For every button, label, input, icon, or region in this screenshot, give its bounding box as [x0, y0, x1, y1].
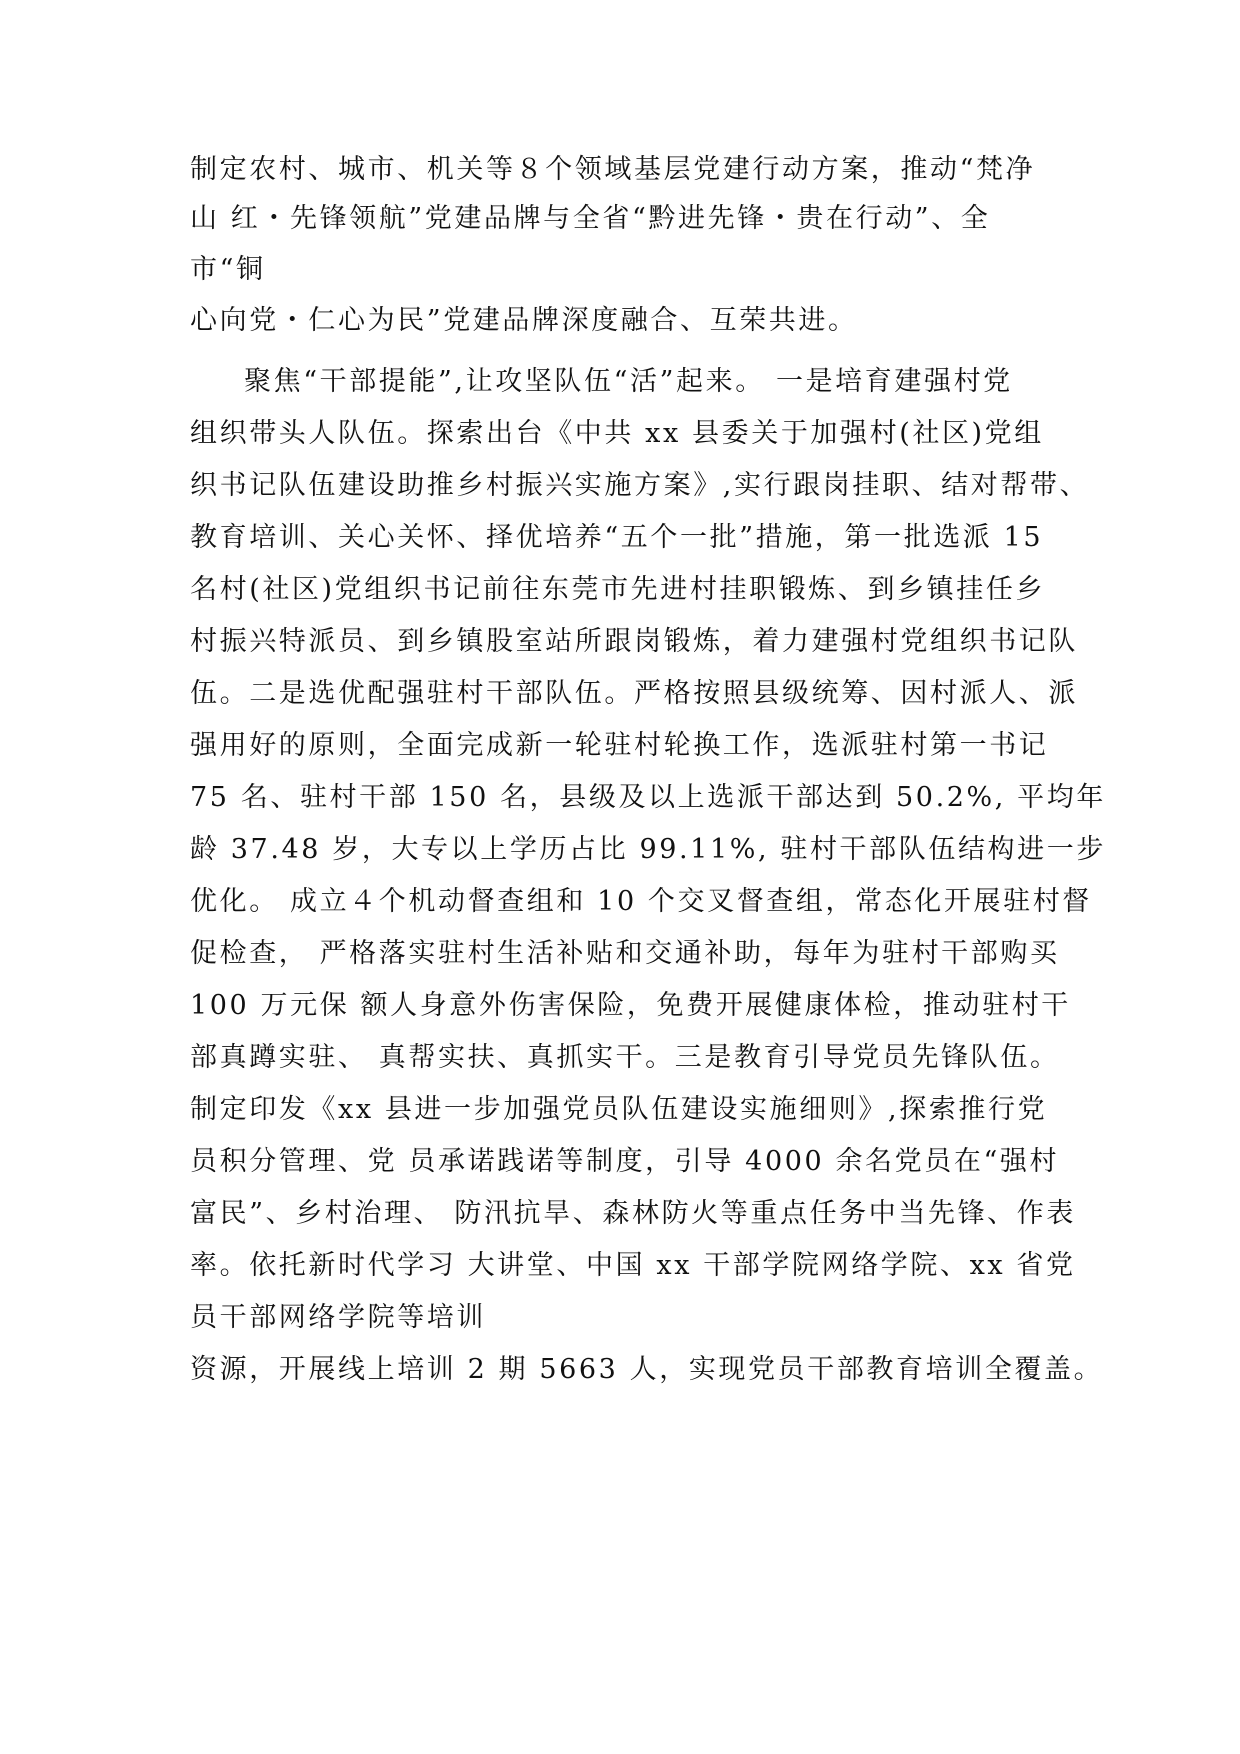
text-line: 富民”、乡村治理、 防汛抗旱、森林防火等重点任务中当先锋、作表 [190, 1198, 1076, 1229]
text-line: 山 红・先锋领航”党建品牌与全省“黔进先锋・贵在行动”、全 [190, 203, 991, 234]
text-line: 市“铜 [190, 254, 266, 285]
text-line: 村振兴特派员、到乡镇股室站所跟岗锻炼，着力建强村党组织书记队 [190, 626, 1078, 657]
text-line: 教育培训、关心关怀、择优培养“五个一批”措施，第一批选派 15 [190, 522, 1044, 553]
text-line: 100 万元保 额人身意外伤害保险，免费开展健康体检，推动驻村干 [190, 990, 1071, 1021]
text-line: 组织带头人队伍。探索出台《中共 xx 县委关于加强村(社区)党组 [190, 418, 1044, 449]
text-line: 龄 37.48 岁，大专以上学历占比 99.11%, 驻村干部队伍结构进一步 [190, 834, 1106, 865]
text-line: 率。依托新时代学习 大讲堂、中国 xx 干部学院网络学院、xx 省党 [190, 1250, 1076, 1281]
text-line: 75 名、驻村干部 150 名，县级及以上选派干部达到 50.2%, 平均年 [190, 782, 1106, 813]
text-line: 聚焦“干部提能”,让攻坚队伍“活”起来。 一是培育建强村党 [244, 366, 1013, 397]
text-line: 部真蹲实驻、 真帮实扶、真抓实干。三是教育引导党员先锋队伍。 [190, 1042, 1060, 1073]
text-line: 制定印发《xx 县进一步加强党员队伍建设实施细则》,探索推行党 [190, 1094, 1048, 1125]
text-line: 强用好的原则，全面完成新一轮驻村轮换工作，选派驻村第一书记 [190, 730, 1049, 761]
text-line: 伍。二是选优配强驻村干部队伍。严格按照县级统筹、因村派人、派 [190, 678, 1078, 709]
text-line: 员积分管理、党 员承诺践诺等制度，引导 4000 余名党员在“强村 [190, 1146, 1060, 1177]
text-line: 促检查， 严格落实驻村生活补贴和交通补助，每年为驻村干部购买 [190, 938, 1060, 969]
text-line: 资源，开展线上培训 2 期 5663 人，实现党员干部教育培训全覆盖。 [190, 1354, 1104, 1385]
text-line: 心向党・仁心为民”党建品牌深度融合、互荣共进。 [190, 305, 858, 336]
text-line: 员干部网络学院等培训 [190, 1302, 486, 1333]
text-line: 优化。 成立４个机动督查组和 10 个交叉督查组，常态化开展驻村督 [190, 886, 1092, 917]
text-line: 制定农村、城市、机关等８个领域基层党建行动方案，推动“梵净 [190, 154, 1036, 185]
text-line: 织书记队伍建设助推乡村振兴实施方案》,实行跟岗挂职、结对帮带、 [190, 470, 1090, 501]
text-line: 名村(社区)党组织书记前往东莞市先进村挂职锻炼、到乡镇挂任乡 [190, 574, 1046, 605]
